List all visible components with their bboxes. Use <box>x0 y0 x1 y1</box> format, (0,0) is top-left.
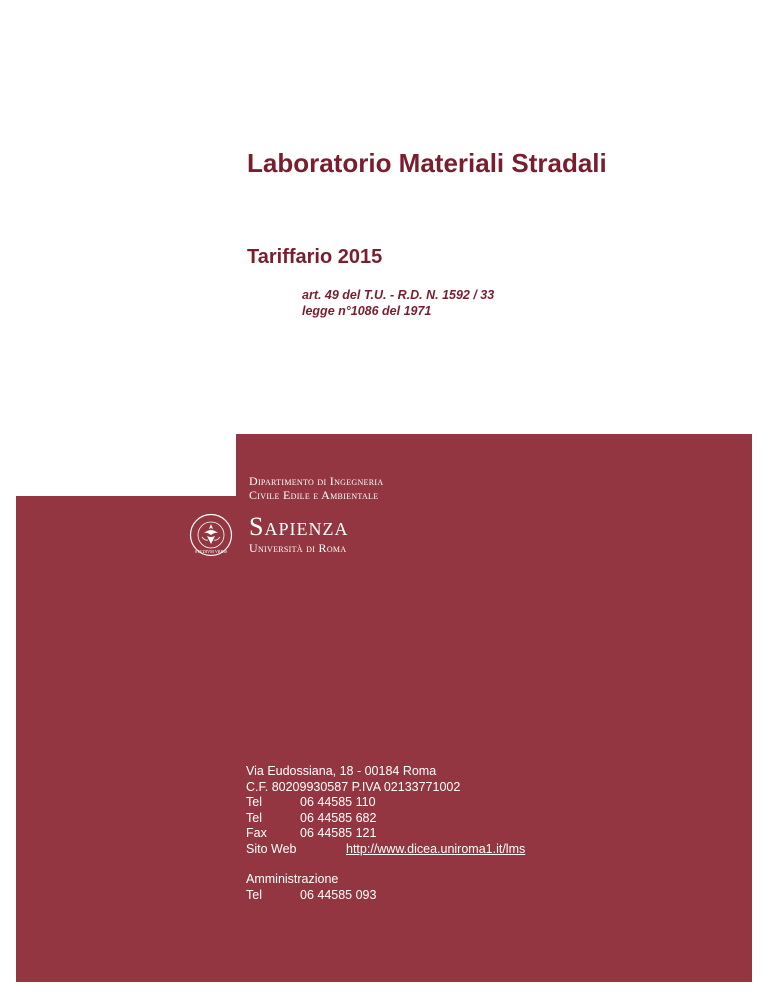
fax-label: Fax <box>246 826 267 840</box>
website-link[interactable]: http://www.dicea.uniroma1.it/lms <box>346 841 526 856</box>
university-brand <box>249 513 348 555</box>
website-row <box>246 842 525 858</box>
contact-block <box>246 764 525 903</box>
website-label: Sito Web <box>246 841 297 856</box>
department-line: Civile Edile e Ambientale <box>249 488 379 502</box>
phone-value: 06 44585 682 <box>300 810 377 825</box>
document-subtitle: Tariffario 2015 <box>247 246 383 268</box>
phone-value: 06 44585 093 <box>300 887 377 902</box>
fiscal-line: C.F. 80209930587 P.IVA 02133771002 <box>246 779 461 794</box>
cover-panel <box>16 496 752 982</box>
department-line: Dipartimento di Ingegneria <box>249 474 384 488</box>
phone-label: Tel <box>246 795 262 809</box>
phone-row <box>246 795 525 811</box>
seal-inscription: STVDIVM VRBIS <box>194 549 228 554</box>
legal-reference-line: art. 49 del T.U. - R.D. N. 1592 / 33 <box>302 288 495 302</box>
sapienza-seal-icon <box>189 513 233 557</box>
phone-label: Tel <box>246 887 262 902</box>
administration-phone-row <box>246 888 525 904</box>
legal-references <box>302 287 494 319</box>
address-line: Via Eudossiana, 18 - 00184 Roma <box>246 764 437 778</box>
phone-value: 06 44585 110 <box>300 795 376 809</box>
document-title: Laboratorio Materiali Stradali <box>247 148 607 178</box>
phone-row <box>246 811 525 827</box>
administration-label: Amministrazione <box>246 872 339 886</box>
legal-reference-line: legge n°1086 del 1971 <box>302 304 432 318</box>
university-subtitle: Università di Roma <box>249 541 347 555</box>
phone-label: Tel <box>246 810 262 825</box>
fax-value: 06 44585 121 <box>300 826 377 840</box>
department-name <box>249 474 383 502</box>
fax-row <box>246 826 525 842</box>
university-name: Sapienza <box>249 512 349 541</box>
